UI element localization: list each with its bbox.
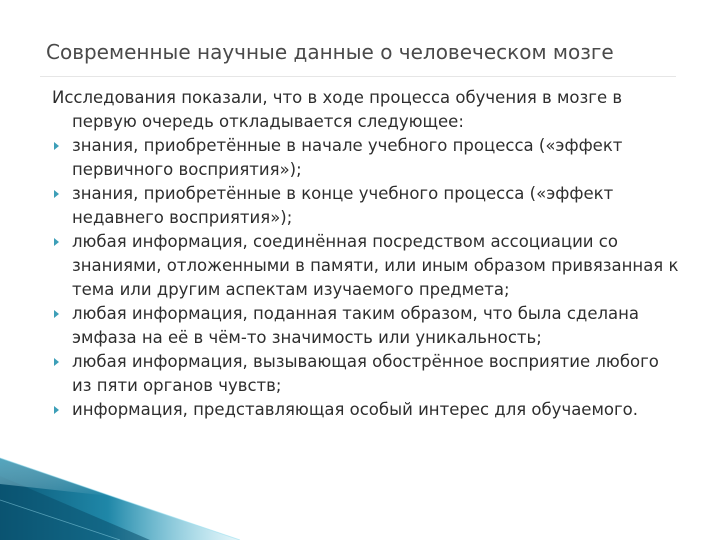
triangle-right-icon — [54, 310, 59, 318]
list-item-text: знания, приобретённые в конце учебного процесса («эффект недавнего восприятия»); — [72, 184, 614, 227]
bullet-list — [52, 134, 680, 422]
list-item-text: любая информация, вызывающая обострённое восприятие любого из пяти органов чувств; — [72, 352, 659, 395]
triangle-right-icon — [54, 190, 59, 198]
slide-body — [52, 86, 680, 422]
triangle-right-icon — [54, 238, 59, 246]
list-item-text: любая информация, поданная таким образом, что была сделана эмфаза на её в чём-то значимость или уникальность; — [72, 304, 640, 347]
triangle-right-icon — [54, 142, 59, 150]
list-item — [52, 350, 680, 398]
slide-title: Современные научные данные о человеческом мозге — [46, 40, 614, 64]
list-item-text: информация, представляющая особый интерес для обучаемого. — [72, 400, 639, 419]
list-item — [52, 302, 680, 350]
list-item — [52, 182, 680, 230]
triangle-right-icon — [54, 406, 59, 414]
list-item-text: любая информация, соединённая посредством ассоциации со знаниями, отложенными в памяти, или иным образом привязанная к тема или другим аспектам изучаемого предмета; — [72, 232, 679, 299]
corner-decoration — [0, 440, 240, 540]
title-divider — [40, 76, 676, 77]
triangle-right-icon — [54, 358, 59, 366]
list-item — [52, 230, 680, 302]
list-item-text: знания, приобретённые в начале учебного процесса («эффект первичного восприятия»); — [72, 136, 623, 179]
list-item — [52, 134, 680, 182]
intro-paragraph: Исследования показали, что в ходе процесса обучения в мозге в первую очередь откладывается следующее: — [52, 88, 623, 131]
list-item — [52, 398, 680, 422]
